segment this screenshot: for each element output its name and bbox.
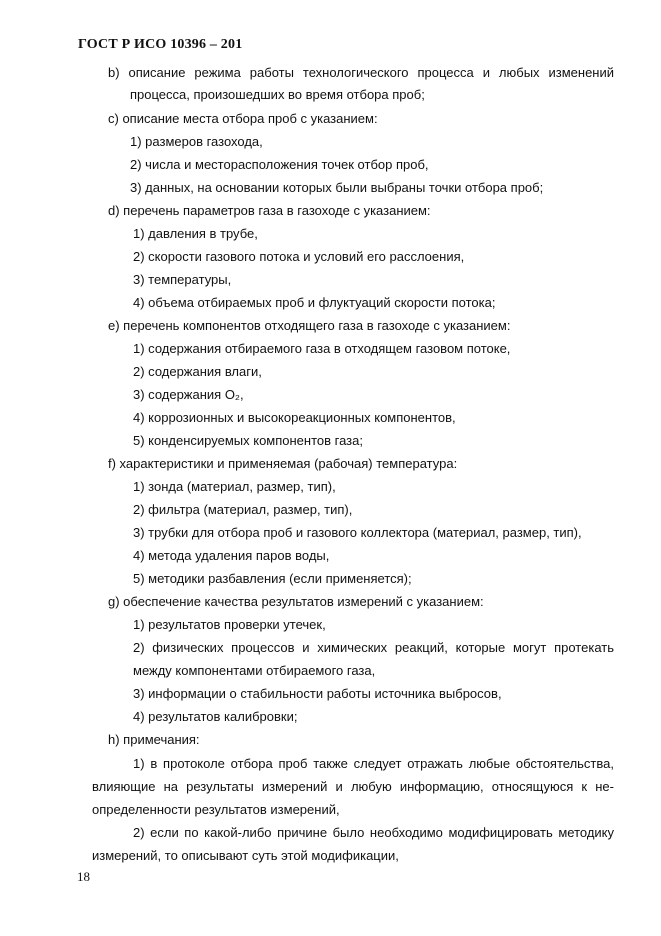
- list-item-c-3: 3) данных, на основании которых были выбраны точки отбора проб;: [130, 180, 544, 195]
- list-item-g-4: 4) результатов калибровки;: [133, 709, 298, 724]
- list-item-g-2: 2) физических процессов и химических реакций, которые могут протекать: [133, 640, 614, 655]
- list-item-f-5: 5) методики разбавления (если применяется);: [133, 571, 412, 586]
- list-item-h-2: 2) если по какой-либо причине было необходимо модифицировать методику: [133, 825, 614, 840]
- list-item-e-4: 4) коррозионных и высокореакционных компонентов,: [133, 410, 456, 425]
- list-item-g-2-continuation: между компонентами отбираемого газа,: [133, 663, 376, 678]
- list-item-f-1: 1) зонда (материал, размер, тип),: [133, 479, 336, 494]
- list-item-f: f) характеристики и применяемая (рабочая) температура:: [108, 456, 458, 471]
- list-item-c-2: 2) числа и месторасположения точек отбор проб,: [130, 157, 429, 172]
- list-item-e-3: 3) содержания O₂,: [133, 387, 244, 402]
- list-item-g-3: 3) информации о стабильности работы источника выбросов,: [133, 686, 502, 701]
- list-item-h-2-continuation: измерений, то описывают суть этой модификации,: [92, 848, 399, 863]
- list-item-g: g) обеспечение качества результатов измерений с указанием:: [108, 594, 484, 609]
- list-item-d-1: 1) давления в трубе,: [133, 226, 258, 241]
- document-header: ГОСТ Р ИСО 10396 – 201: [78, 37, 243, 52]
- list-item-h-1-continuation: влияющие на результаты измерений и любую информацию, относящуюся к не-: [92, 779, 614, 794]
- page-number: 18: [77, 869, 90, 884]
- list-item-c: c) описание места отбора проб с указанием:: [108, 111, 378, 126]
- list-item-f-4: 4) метода удаления паров воды,: [133, 548, 330, 563]
- list-item-e-5: 5) конденсируемых компонентов газа;: [133, 433, 363, 448]
- list-item-h-1-continuation-2: определенности результатов измерений,: [92, 802, 340, 817]
- list-item-e-2: 2) содержания влаги,: [133, 364, 262, 379]
- list-item-h: h) примечания:: [108, 732, 200, 747]
- list-item-d-2: 2) скорости газового потока и условий его расслоения,: [133, 249, 465, 264]
- list-item-b: b) описание режима работы технологического процесса и любых изменений: [108, 65, 614, 80]
- list-item-e: e) перечень компонентов отходящего газа в газоходе с указанием:: [108, 318, 511, 333]
- list-item-h-1: 1) в протоколе отбора проб также следует отражать любые обстоятельства,: [133, 756, 614, 771]
- list-item-c-1: 1) размеров газохода,: [130, 134, 263, 149]
- list-item-d-3: 3) температуры,: [133, 272, 232, 287]
- list-item-b-continuation: процесса, произошедших во время отбора проб;: [130, 87, 425, 102]
- list-item-d: d) перечень параметров газа в газоходе с указанием:: [108, 203, 431, 218]
- list-item-g-1: 1) результатов проверки утечек,: [133, 617, 326, 632]
- list-item-f-2: 2) фильтра (материал, размер, тип),: [133, 502, 353, 517]
- list-item-d-4: 4) объема отбираемых проб и флуктуаций скорости потока;: [133, 295, 496, 310]
- list-item-e-1: 1) содержания отбираемого газа в отходящем газовом потоке,: [133, 341, 511, 356]
- list-item-f-3: 3) трубки для отбора проб и газового коллектора (материал, размер, тип),: [133, 525, 582, 540]
